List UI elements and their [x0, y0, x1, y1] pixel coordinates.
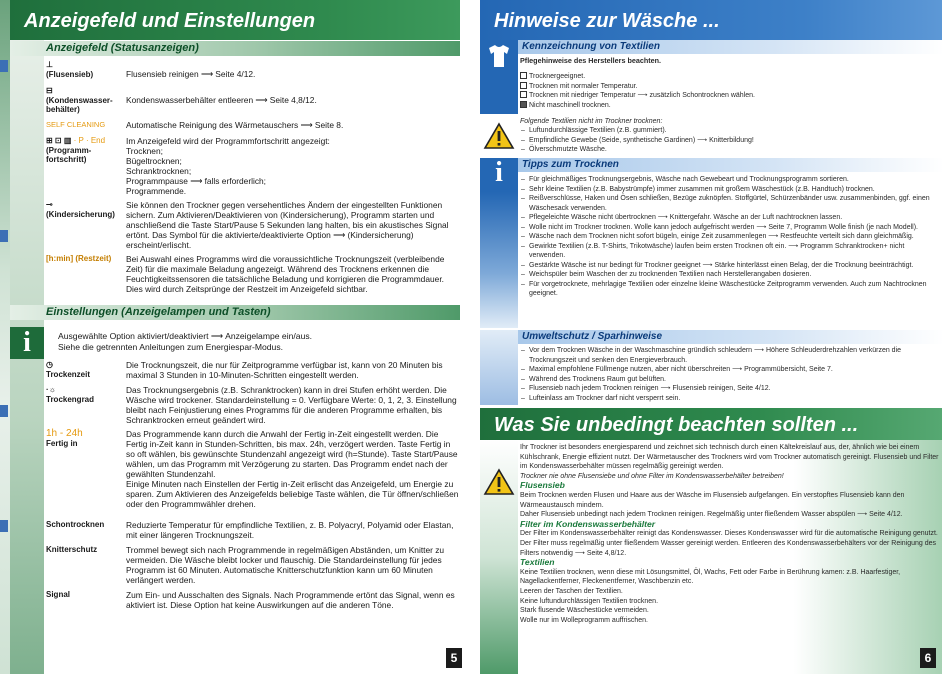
row-text: Trommel bewegt sich nach Programmende in regelmäßigen Abständen, um Knitter zu vermeiden. Die Wäsche bleibt locker und flauschig. Die Standardeinstellung für jedes Programm ist 60 Minuten. Automatische Knitterschutzfunktion kann um 60 Minuten verlängert werden.	[126, 545, 445, 585]
program-progress-icon: ⊞ ⊡ ▥ · P · End	[46, 136, 106, 145]
status-row	[46, 86, 460, 116]
row-label: Signal	[46, 590, 71, 599]
list-item: – Weichspüler beim Waschen der zu trocknenden Textilien nach Herstellerangaben dosieren.	[520, 270, 942, 280]
tips-side	[480, 192, 518, 328]
subheading-textilien: Textilien	[520, 557, 555, 568]
dryness-icon: ·☼	[46, 385, 56, 394]
shirt-icon	[480, 40, 518, 70]
list-item: – Luftundurchlässige Textilien (z.B. gummiert).	[520, 126, 942, 136]
setting-row	[46, 590, 460, 622]
row-text: Zum Ein- und Ausschalten des Signals. Nach Programmende ertönt das Signal, wenn es aktiviert ist. Diese Option hat keine Auswirkungen auf die anderen Töne.	[126, 590, 455, 610]
row-label: ⊸ (Kindersicherung)	[46, 200, 115, 219]
right-page	[480, 0, 950, 674]
list-item: – Während des Trocknens Raum gut belüften.	[520, 375, 942, 385]
row-text: Das Trocknungsergebnis (z.B. Schranktrocken) kann in drei Stufen erhöht werden. Die Wäsche wird trockener. Standardeinstellung = 0. Verfügbare Werte: 0, 1, 2, 3. Einstellung bleibt nach Feinjustierung eines Programms für die anderen Programme erhalten, bis Schranktrocken erneut geändert wird.	[126, 385, 457, 425]
row-text: Sie können den Trockner gegen versehentliches Ändern der eingestellten Funktionen sichern. Zum Aktivieren/Deaktivieren von (Kindersicherung), Programm starten und anschließend die Taste Start/Pause 5 Sekunden lang halten, bis ein akustisches Signal ertönt. Das Symbol für die aktivierte/deaktivierte Option ⟶ (Kindersicherung) erscheint/erlischt.	[126, 200, 449, 250]
setting-row	[46, 545, 460, 587]
checkbox-icon	[520, 72, 527, 79]
row-text: Reduzierte Temperatur für empfindliche Textilien, z. B. Polyacryl, Polyamid oder Elastan, mit einer längeren Trocknungszeit.	[126, 520, 454, 540]
list-item: – Flusensieb nach jedem Trocknen reinigen ⟶ Flusensieb reinigen, Seite 4/12.	[520, 384, 942, 394]
time-display: 1h - 24h	[46, 428, 83, 439]
care-item: Nicht maschinell trocknen.	[520, 101, 942, 111]
status-row	[46, 136, 460, 198]
list-item: – Für vorgetrocknete, mehrlagige Textilien oder einzelne kleine Wäschestücke Zeitprogramm verwenden. Auch zum Nachtrocknen geeignet.	[520, 280, 942, 299]
row-label: Knitterschutz	[46, 545, 98, 554]
info-icon: i	[10, 327, 44, 359]
care-item: Trocknen mit normaler Temperatur.	[520, 82, 942, 92]
row-text: Bei Auswahl eines Programms wird die voraussichtliche Trocknungszeit (verbleibende Zeit) für die maximale Beladung angezeigt. Während des Trocknens erkennen die Feuchtigkeitssensoren die tatsächliche Beladung und korrigieren die Programmdauer. Dies wird durch Zeitsprünge der Restzeit im Anzeigefeld sichtbar.	[126, 254, 445, 294]
intro-warning: Trockner nie ohne Flusensiebe und ohne Filter im Kondenswasserbehälter betreiben!	[520, 472, 784, 480]
status-row	[46, 200, 460, 252]
row-label: 1h - 24h Fertig in	[46, 428, 83, 448]
status-row	[46, 254, 460, 304]
page-title: Hinweise zur Wäsche ...	[480, 0, 942, 40]
info-text: Ausgewählte Option aktiviert/deaktiviert ⟶ Anzeigelampe ein/aus. Siehe die getrennten Anleitungen zum Energiespar-Modus.	[58, 331, 313, 352]
care-item: Trocknen mit niedriger Temperatur ⟶ zusätzlich Schontrocknen wählen.	[520, 91, 942, 101]
row-label: Schontrocknen	[46, 520, 105, 529]
list-item: – Wolle nicht im Trockner trocknen. Wolle kann jedoch aufgefrischt werden ⟶ Seite 7, Programm Wolle finish (je nach Modell).	[520, 223, 942, 233]
warning-heading: Folgende Textilien nicht im Trockner trocknen:	[520, 118, 663, 125]
page-number: 6	[920, 648, 936, 668]
row-label: ⊟ (Kondenswasser-behälter)	[46, 86, 113, 115]
shirt-side	[480, 40, 518, 114]
list-item: – Maximal empfohlene Füllmenge nutzen, aber nicht überschreiten ⟶ Programmübersicht, Seite 7.	[520, 365, 942, 375]
section-heading: Tipps zum Trocknen	[518, 158, 944, 172]
row-text: Flusensieb reinigen ⟶ Seite 4/12.	[126, 69, 256, 79]
checkbox-icon	[520, 91, 527, 98]
warning-body	[520, 443, 942, 625]
section-heading: Umweltschutz / Sparhinweise	[518, 330, 944, 344]
page-number: 5	[446, 648, 462, 668]
row-text: Die Trocknungszeit, die nur für Zeitprogramme verfügbar ist, kann von 20 Minuten bis maximal 3 Stunden in 10-Minuten-Schritten eingestellt werden.	[126, 360, 443, 380]
list-item: – Ölverschmutzte Wäsche.	[520, 145, 942, 155]
list-item: – Wäsche nach dem Trocknen nicht sofort bügeln, einige Zeit zusammenlegen ⟶ Restfeuchte verteilt sich dann gleichmäßig.	[520, 232, 942, 242]
section-heading: Einstellungen (Anzeigelampen und Tasten)	[10, 305, 460, 320]
list-item: – Gestärkte Wäsche ist nur bedingt für Trockner geeignet ⟶ Stärke hinterlässt einen Belag, der die Trocknung beeinträchtigt.	[520, 261, 942, 271]
care-subheading: Pflegehinweise des Herstellers beachten.	[520, 56, 662, 65]
page-edge-strip	[0, 0, 10, 674]
subheading-filter: Filter im Kondenswasserbehälter	[520, 518, 656, 529]
list-item: – Vor dem Trocknen Wäsche in der Waschmaschine gründlich schleudern ⟶ Höhere Schleuderdrehzahlen verkürzen die Trocknungszeit und senken den Energieverbrauch.	[520, 346, 942, 365]
setting-row	[46, 385, 460, 427]
key-icon: ⊸	[46, 200, 53, 209]
setting-row	[46, 520, 460, 542]
section-heading: Anzeigefeld (Statusanzeigen)	[10, 41, 460, 56]
care-symbol-list	[520, 72, 942, 110]
page-title: Anzeigefeld und Einstellungen	[10, 0, 460, 40]
warning-icon	[483, 122, 515, 150]
care-item: Trocknergeeignet.	[520, 72, 942, 82]
row-label: ·☼ Trockengrad	[46, 385, 95, 404]
warning-box	[480, 122, 518, 152]
row-label: ⊞ ⊡ ▥ · P · End (Programm-fortschritt)	[46, 136, 106, 165]
tank-icon: ⊟	[46, 86, 53, 95]
self-cleaning-label: SELF CLEANING	[46, 120, 106, 129]
warning-box	[480, 468, 518, 498]
setting-row	[46, 429, 460, 515]
eco-list	[520, 346, 942, 403]
list-item: – Reißverschlüsse, Haken und Ösen schließen, Bezüge zuknöpfen. Stoffgürtel, Schürzenbänder usw. zusammenbinden, ggf. einen Wäschesack verwenden.	[520, 194, 942, 213]
warning-list	[520, 126, 942, 155]
status-row	[46, 60, 460, 82]
section-heading: Kennzeichnung von Textilien	[518, 40, 944, 54]
row-text: Das Programmende kann durch die Anwahl der Fertig in-Zeit eingestellt werden. Die Fertig in-Zeit kann in Stunden-Schritten, bis max. 24h, verzögert werden. Taste Fertig in so oft wählen, bis gewünschte Stundenzahl angezeigt wird (h=Stunde). Taste Start/Pause wählen, um das Programm mit Verzögerung zu starten. Das Programm endet nach der gewählten Stundenzahl. Einige Minuten nach Einstellen der Fertig in-Zeit erlischt das Anzeigefeld, um Energie zu sparen. Zum Aktivieren des Anzeigefelds beliebige Taste wählen, die Tür öffnen/schließen oder den Programmwähler drehen.	[126, 429, 459, 509]
warning-icon	[483, 468, 515, 496]
filter-text: Der Filter im Kondenswasserbehälter reinigt das Kondenswasser. Dieses Kondenswasser wird für die automatische Reinigung genutzt. Der Filter muss regelmäßig unter fließendem Wasser gereinigt werden. Entleeren des Kondenswasserbehälters vor der Reinigung des Filters notwendig ⟶ Seite 4,8/12.	[520, 530, 938, 557]
clock-icon: ◷	[46, 360, 53, 369]
row-label: ◷ Trockenzeit	[46, 360, 91, 379]
info-icon: i	[480, 158, 518, 192]
eco-side	[480, 330, 518, 405]
section-title: Was Sie unbedingt beachten sollten ...	[480, 408, 942, 440]
checkbox-icon	[520, 82, 527, 89]
subheading-flusensieb: Flusensieb	[520, 480, 565, 491]
list-item: – Empfindliche Gewebe (Seide, synthetische Gardinen) ⟶ Knitterbildung!	[520, 136, 942, 146]
row-text: Im Anzeigefeld wird der Programmfortschritt angezeigt: Trocknen; Bügeltrocknen; Schranktrocknen; Programmpause ⟶ falls erforderlich; Programmende.	[126, 136, 330, 196]
textilien-text: Keine Textilien trocknen, wenn diese mit Lösungsmittel, Öl, Wachs, Fett oder Farbe in Berührung kamen: z.B. Haarfestiger, Nagellackentferner, Fleckenentferner, Waschbenzin etc. Leeren der Taschen der Textilien. Keine luftundurchlässigen Textilien trocknen. Stark flusende Wäschestücke vermeiden. Wolle nur im Wolleprogramm auffrischen.	[520, 568, 901, 624]
list-item: – Pflegeleichte Wäsche nicht übertrocknen ⟶ Knittergefahr. Wäsche an der Luft nachtrocknen lassen.	[520, 213, 942, 223]
left-page	[0, 0, 470, 674]
status-row	[46, 120, 460, 132]
tips-list	[520, 175, 942, 299]
list-item: – Sehr kleine Textilien (z.B. Babystrümpfe) immer zusammen mit großem Wäschestück (z.B. Handtuch) trocknen.	[520, 185, 942, 195]
flusensieb-icon: ⊥	[46, 60, 53, 69]
row-label: ⊥ (Flusensieb)	[46, 60, 94, 79]
row-text: Automatische Reinigung des Wärmetauschers ⟶ Seite 8.	[126, 120, 344, 130]
flusensieb-text: Beim Trocknen werden Flusen und Haare aus der Wäsche im Flusensieb aufgefangen. Ein verstopftes Flusensieb kann den Wärmeaustausch mindern. Daher Flusensieb unbedingt nach jedem Trocknen reinigen. Regelmäßig unter fließendem Wasser abspülen ⟶ Seite 4/12.	[520, 491, 905, 519]
list-item: – Für gleichmäßiges Trocknungsergebnis, Wäsche nach Gewebeart und Trocknungsprogramm sortieren.	[520, 175, 942, 185]
row-label: [h:min] (Restzeit)	[46, 254, 112, 263]
checkbox-icon	[520, 101, 527, 108]
setting-row	[46, 360, 460, 382]
list-item: – Lufteinlass am Trockner darf nicht versperrt sein.	[520, 394, 942, 404]
list-item: – Gewirkte Textilien (z.B. T-Shirts, Trikotwäsche) laufen beim ersten Trocknen oft ein. ⟶ Programm Schranktrocken+ nicht verwenden.	[520, 242, 942, 261]
intro-text: Ihr Trockner ist besonders energiesparend und zeichnet sich technisch durch einen Kältekreislauf aus, der, ähnlich wie bei einem Kühlschrank, Energie effizient nutzt. Der Wärmetauscher des Trockners wird vom Trockner automatisch gereinigt. Flusensieb und Filter im Kondenswasserbehälter müssen regelmäßig gereinigt werden.	[520, 444, 939, 471]
row-text: Kondenswasserbehälter entleeren ⟶ Seite 4,8/12.	[126, 95, 317, 105]
